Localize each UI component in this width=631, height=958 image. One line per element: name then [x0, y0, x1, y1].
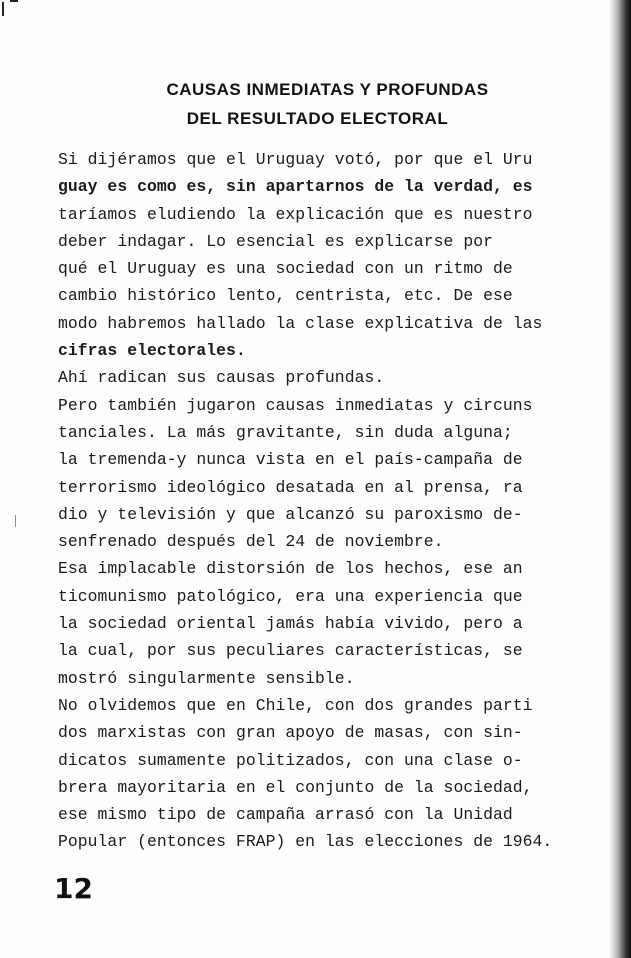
body-line: mostró singularmente sensible. — [58, 668, 355, 688]
body-line: tanciales. La más gravitante, sin duda alguna; — [58, 422, 513, 442]
body-line: modo habremos hallado la clase explicativa de las — [58, 313, 543, 333]
body-line: deber indagar. Lo esencial es explicarse por — [58, 231, 493, 251]
body-line: senfrenado después del 24 de noviembre. — [58, 532, 444, 552]
body-line: cambio histórico lento, centrista, etc. De ese — [58, 286, 513, 306]
body-text — [58, 146, 618, 856]
body-line: guay es como es, sin apartarnos de la verdad, es — [58, 177, 533, 197]
scan-mark — [2, 2, 4, 16]
body-line: No olvidemos que en Chile, con dos grandes parti — [58, 695, 533, 715]
page-number: 12 — [54, 872, 93, 905]
body-line: cifras electorales. — [58, 341, 246, 361]
body-line: ticomunismo patológico, era una experiencia que — [58, 586, 523, 606]
body-line: Si dijéramos que el Uruguay votó, por que el Uru — [58, 150, 533, 169]
heading-line-1: CAUSAS INMEDIATAS Y PROFUNDAS — [166, 80, 489, 99]
scan-mark — [10, 0, 18, 2]
body-line: taríamos eludiendo la explicación que es nuestro — [58, 204, 533, 224]
scan-mark — [15, 515, 16, 527]
body-line: Popular (entonces FRAP) en las elecciones de 1964. — [58, 832, 553, 852]
body-line: la tremenda-y nunca vista en el país-campaña de — [58, 450, 523, 470]
body-line: Esa implacable distorsión de los hechos, ese an — [58, 559, 523, 579]
body-line: Ahí radican sus causas profundas. — [58, 368, 385, 388]
body-line: terrorismo ideológico desatada en al prensa, ra — [58, 477, 523, 497]
body-line: dos marxistas con gran apoyo de masas, con sin- — [58, 723, 523, 743]
body-line: ese mismo tipo de campaña arrasó con la Unidad — [58, 805, 513, 825]
body-line: qué el Uruguay es una sociedad con un ritmo de — [58, 259, 513, 279]
body-line: dicatos sumamente politizados, con una clase o- — [58, 750, 523, 770]
body-line: la cual, por sus peculiares características, se — [58, 641, 523, 661]
body-line: Pero también jugaron causas inmediatas y circuns — [58, 395, 533, 415]
body-line: la sociedad oriental jamás había vivido, pero a — [58, 614, 523, 634]
body-line: dio y televisión y que alcanzó su paroxismo de- — [58, 504, 523, 524]
body-line: brera mayoritaria en el conjunto de la sociedad, — [58, 777, 533, 797]
heading-line-2: DEL RESULTADO ELECTORAL — [186, 109, 449, 128]
